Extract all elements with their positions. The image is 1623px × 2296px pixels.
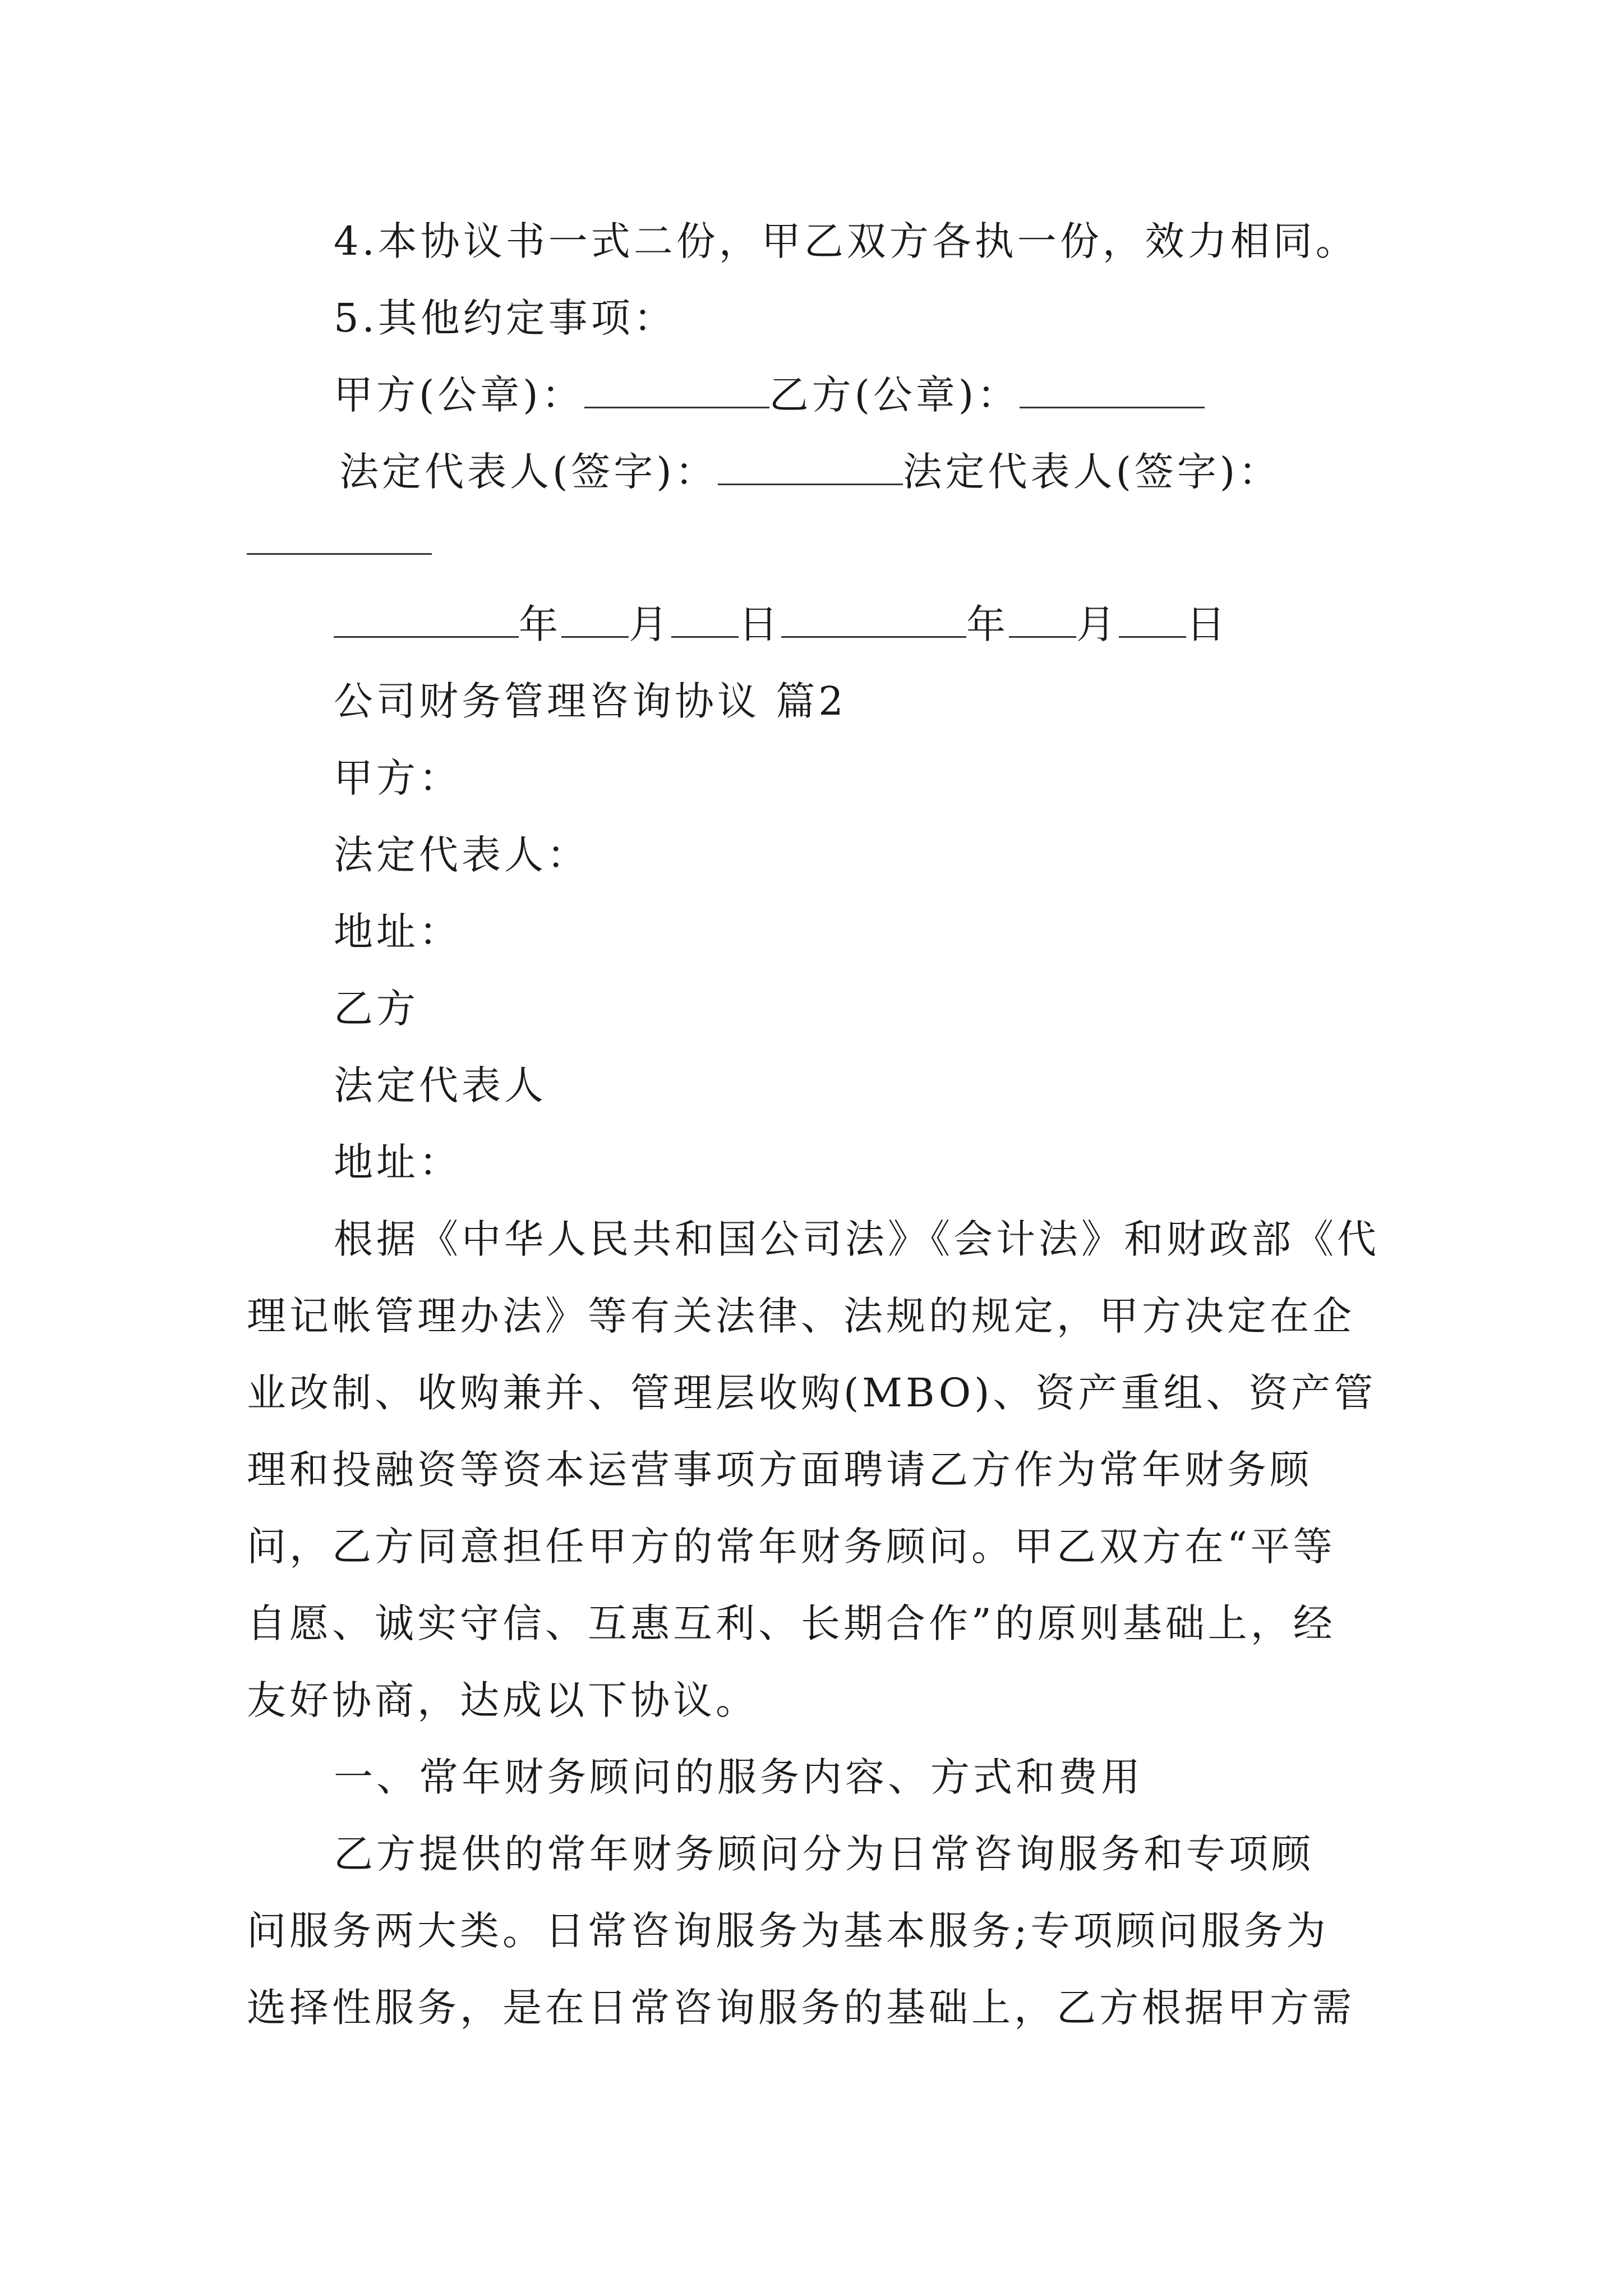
- rep-sign-a-label: 法定代表人(签字)：: [339, 449, 718, 495]
- rep-sign-b-label: 法定代表人(签字)：: [902, 449, 1281, 495]
- clause-5: [334, 293, 676, 343]
- party-b-rep-label: 法定代表人: [334, 1062, 547, 1108]
- rep-sign-a-blank[interactable]: [718, 451, 903, 485]
- intro-paragraph-line-1: [334, 1214, 1380, 1264]
- date-b-day-blank[interactable]: [1119, 604, 1186, 638]
- intro-paragraph-line-5: [247, 1521, 1336, 1572]
- party-a-label: 甲方：: [334, 755, 462, 801]
- party-b-address-label: 地址：: [334, 1139, 462, 1185]
- intro-paragraph-line-2: [247, 1291, 1355, 1341]
- heading-1-text: 一、常年财务顾问的服务内容、方式和费用: [334, 1754, 1144, 1800]
- intro-paragraph-line-3: [247, 1368, 1376, 1418]
- clause-4-text: 4.本协议书一式二份，甲乙双方各执一份，效力相同。: [334, 218, 1358, 264]
- date-a-day-blank[interactable]: [671, 604, 739, 638]
- service-text-1: 乙方提供的常年财务顾问分为日常咨询服务和专项顾: [334, 1831, 1314, 1877]
- intro-text-1: 根据《中华人民共和国公司法》《会计法》和财政部《代: [334, 1216, 1380, 1262]
- date-b-month-label: 月: [1076, 601, 1119, 647]
- date-b-year-blank[interactable]: [781, 604, 966, 638]
- date-b-day-label: 日: [1186, 601, 1229, 647]
- party-a-address-line: [334, 907, 462, 957]
- party-b-line: [334, 983, 419, 1034]
- party-b-address-line: [334, 1137, 462, 1188]
- date-b-month-blank[interactable]: [1009, 604, 1076, 638]
- party-b-label: 乙方: [334, 986, 419, 1032]
- date-a-month-blank[interactable]: [561, 604, 629, 638]
- rep-sign-b-blank[interactable]: [247, 521, 432, 555]
- date-b-year-label: 年: [966, 601, 1009, 647]
- service-text-3: 选择性服务，是在日常咨询服务的基础上，乙方根据甲方需: [247, 1985, 1355, 2031]
- intro-paragraph-line-6: [247, 1598, 1336, 1649]
- intro-text-2: 理记帐管理办法》等有关法律、法规的规定，甲方决定在企: [247, 1293, 1355, 1339]
- rep-sign-line: [339, 447, 1281, 497]
- party-a-rep-label: 法定代表人：: [334, 832, 589, 878]
- intro-text-4: 理和投融资等资本运营事项方面聘请乙方作为常年财务顾: [247, 1447, 1312, 1493]
- service-paragraph-line-2: [247, 1906, 1329, 1956]
- date-a-year-blank[interactable]: [334, 604, 519, 638]
- intro-text-5: 问，乙方同意担任甲方的常年财务顾问。甲乙双方在“平等: [247, 1524, 1336, 1570]
- intro-text-7: 友好协商，达成以下协议。: [247, 1677, 758, 1723]
- seal-line: [334, 370, 1205, 420]
- clause-4: [334, 216, 1358, 266]
- service-paragraph-line-1: [334, 1829, 1314, 1879]
- party-a-address-label: 地址：: [334, 909, 462, 955]
- clause-5-text: 5.其他约定事项：: [334, 295, 676, 341]
- party-b-rep-line: [334, 1060, 547, 1111]
- intro-text-3: 业改制、收购兼并、管理层收购(MBO)、资产重组、资产管: [247, 1370, 1377, 1416]
- date-a-year-label: 年: [519, 601, 561, 647]
- section-title: [334, 676, 847, 726]
- heading-1: [334, 1752, 1144, 1802]
- date-a-day-label: 日: [739, 601, 781, 647]
- party-a-line: [334, 753, 462, 803]
- party-a-rep-line: [334, 830, 589, 880]
- date-a-month-label: 月: [629, 601, 671, 647]
- party-b-seal-blank[interactable]: [1020, 374, 1205, 408]
- intro-text-6: 自愿、诚实守信、互惠互利、长期合作”的原则基础上，经: [247, 1600, 1336, 1646]
- date-line: [334, 599, 1229, 650]
- section-title-text: 公司财务管理咨询协议 篇2: [334, 678, 847, 724]
- party-a-seal-label: 甲方(公章)：: [334, 372, 584, 418]
- party-b-seal-label: 乙方(公章)：: [769, 372, 1020, 418]
- service-text-2: 问服务两大类。日常咨询服务为基本服务;专项顾问服务为: [247, 1908, 1329, 1954]
- rep-sign-overflow-line: [247, 516, 432, 567]
- service-paragraph-line-3: [247, 1982, 1355, 2033]
- intro-paragraph-line-4: [247, 1444, 1312, 1495]
- party-a-seal-blank[interactable]: [584, 374, 769, 408]
- intro-paragraph-line-7: [247, 1675, 758, 1726]
